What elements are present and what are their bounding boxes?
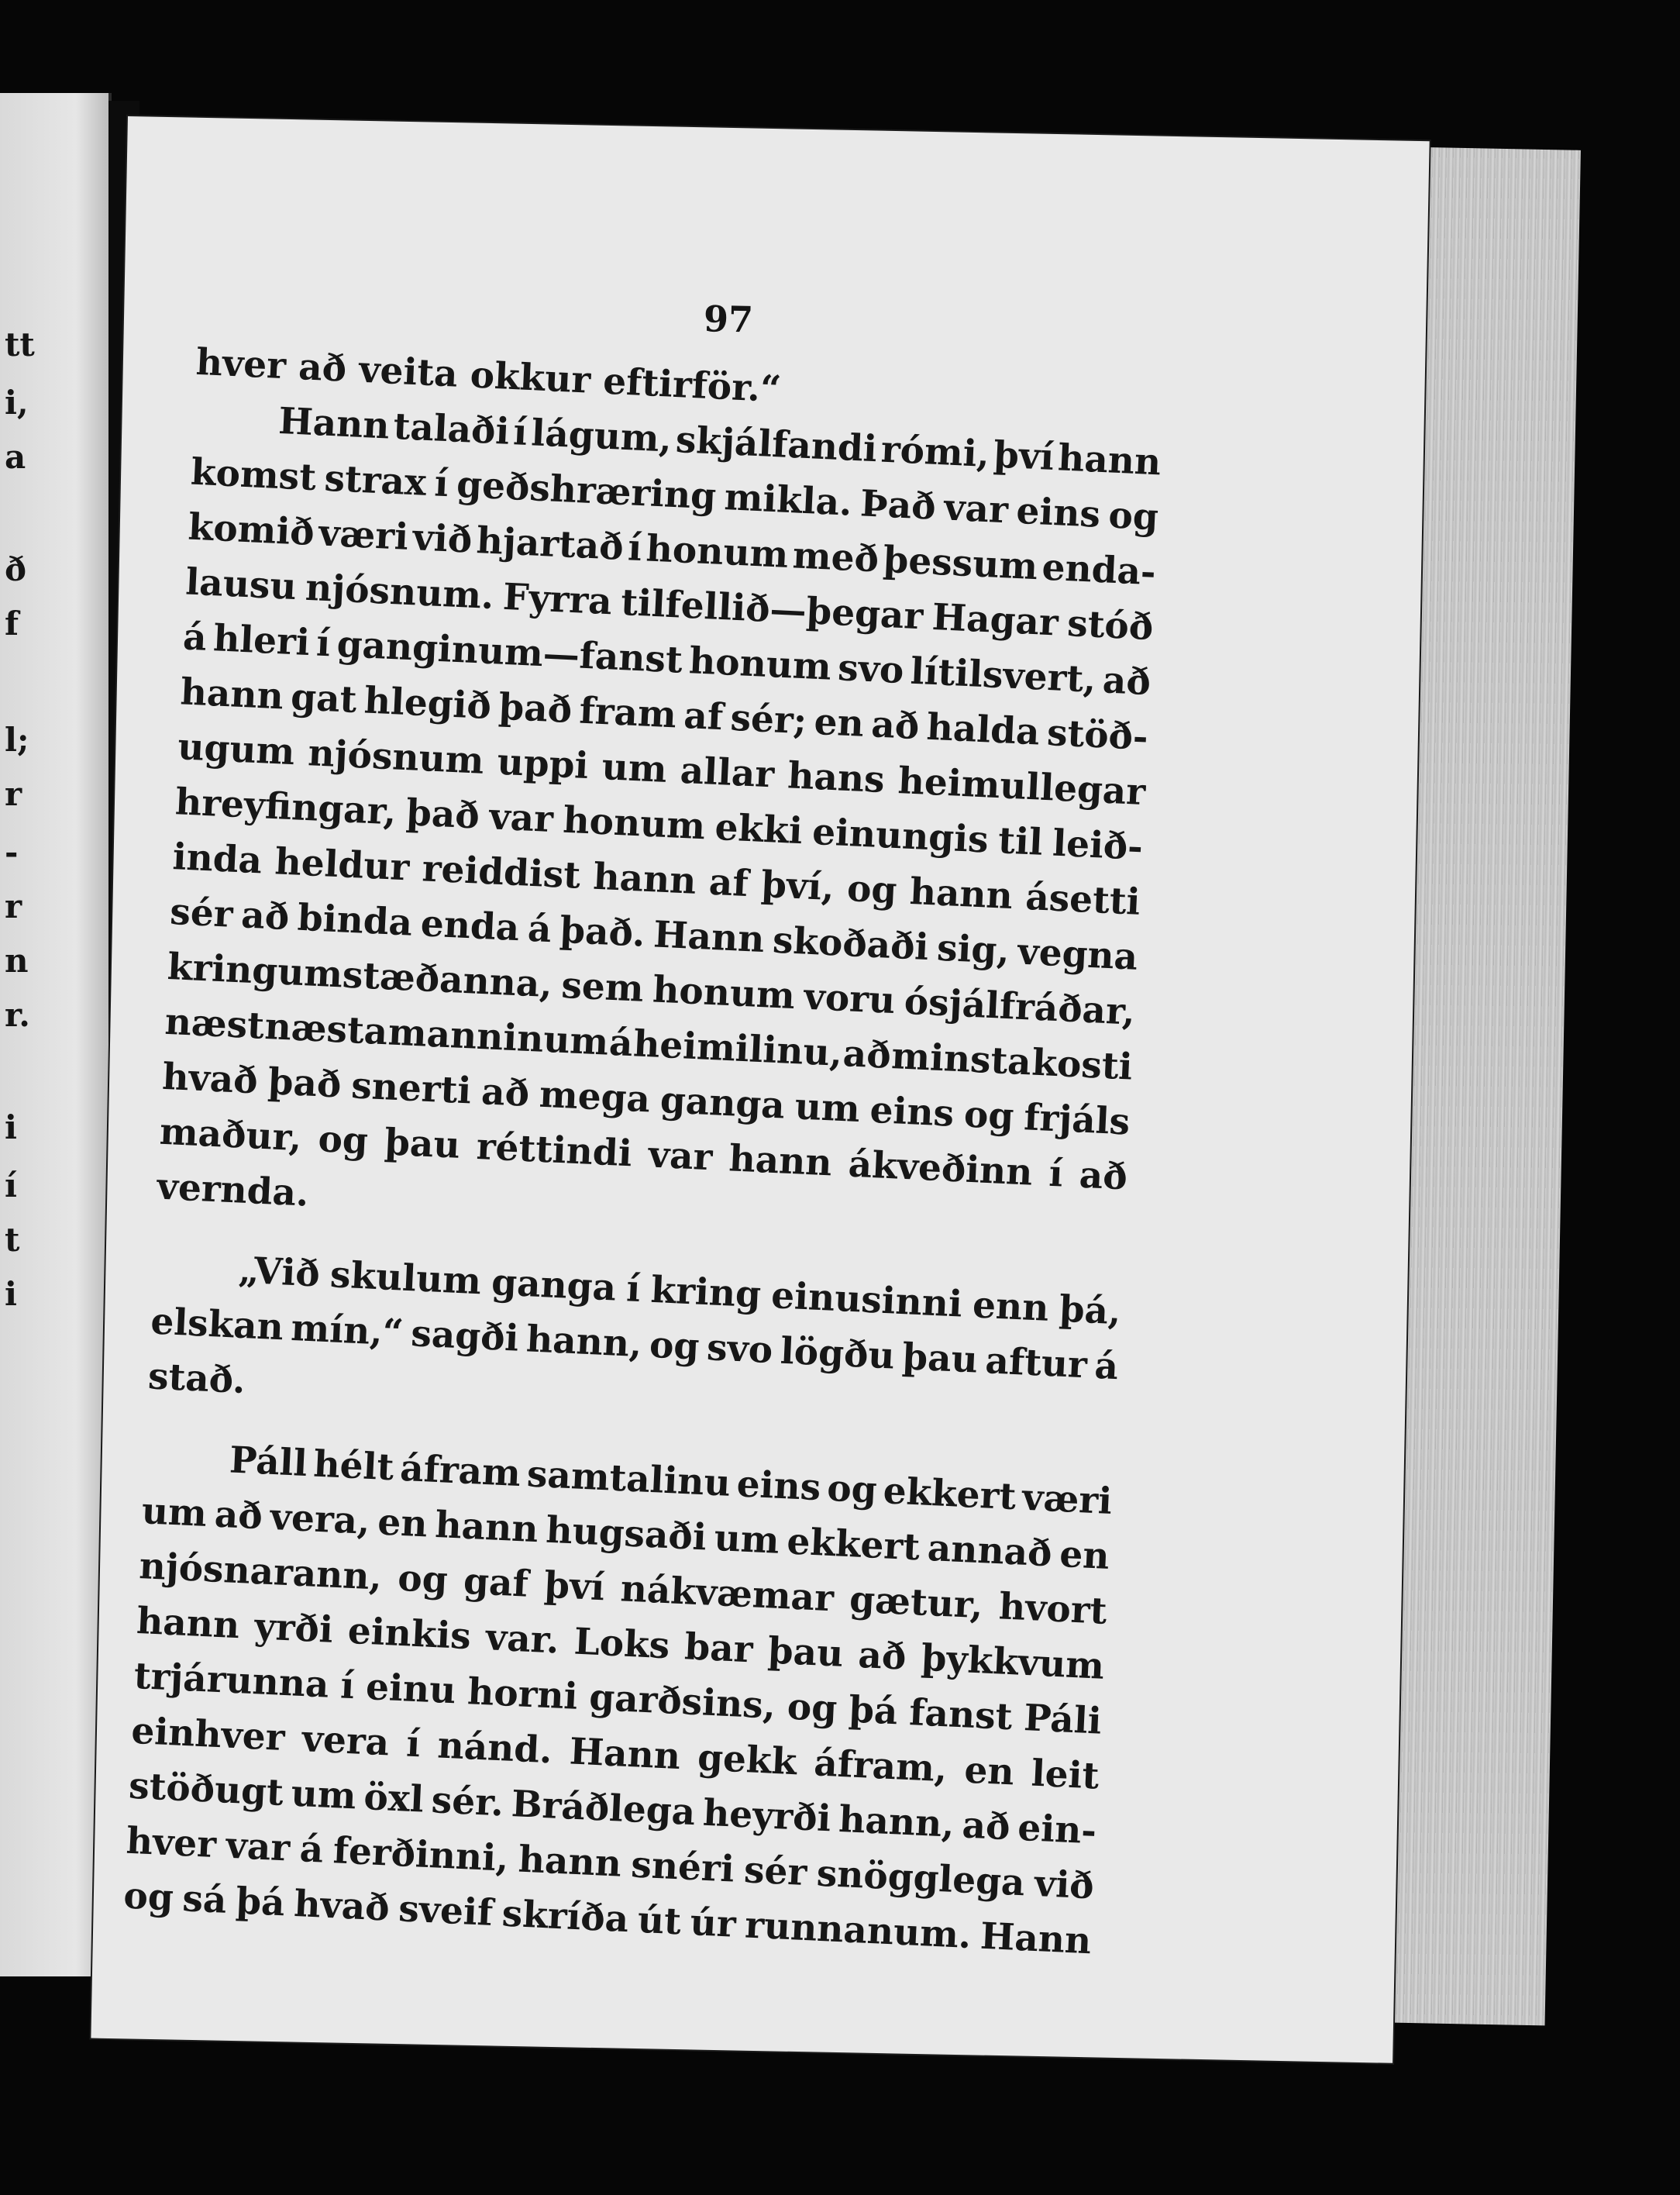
word: af <box>683 694 725 739</box>
word: einu <box>364 1665 457 1713</box>
word: minsta <box>890 1035 1032 1084</box>
word: á <box>1093 1344 1120 1389</box>
word: við <box>411 516 473 562</box>
word: inda <box>171 836 263 883</box>
word: einkis <box>346 1609 472 1659</box>
word: hvort <box>997 1585 1108 1633</box>
left-fragment: r <box>5 887 22 925</box>
word: og <box>317 1118 370 1163</box>
word: og <box>826 1466 878 1512</box>
left-fragment: n <box>5 942 29 980</box>
word: en <box>377 1501 429 1546</box>
word: talaði <box>392 405 511 453</box>
word: hann <box>434 1503 539 1552</box>
word: ekkert <box>786 1520 921 1570</box>
left-fragment: i, <box>5 384 29 422</box>
word: það <box>405 791 480 838</box>
word: með <box>791 534 880 581</box>
word: við <box>1033 1862 1095 1908</box>
word: það <box>497 685 573 732</box>
right-page <box>91 116 1429 2063</box>
word: lausu <box>184 560 298 609</box>
word: hélt <box>312 1442 395 1490</box>
word: voru <box>803 975 897 1023</box>
word: sér <box>169 890 234 936</box>
word: hreyfingar, <box>174 780 398 834</box>
word: og <box>397 1556 449 1602</box>
word: Páll <box>228 1439 308 1486</box>
word: úr <box>689 1901 737 1946</box>
word: hleri <box>212 617 311 665</box>
word: elskan <box>150 1300 285 1349</box>
word: þessum <box>882 538 1039 589</box>
word: að <box>1078 1153 1128 1199</box>
word: maður, <box>158 1110 303 1160</box>
word: gat <box>290 676 358 722</box>
word: rómi, <box>880 428 991 477</box>
left-fragment: - <box>5 833 19 871</box>
word: hvað <box>161 1055 259 1103</box>
word: var <box>225 1824 291 1870</box>
word: réttindi <box>475 1125 633 1176</box>
word: enda <box>419 902 521 950</box>
word: enda- <box>1041 546 1157 594</box>
word: þá <box>235 1880 286 1925</box>
word: vera <box>301 1718 391 1765</box>
word: var. <box>484 1616 560 1663</box>
word: hans <box>787 754 886 802</box>
word: Hagar <box>931 595 1059 645</box>
word: gaf <box>462 1559 529 1606</box>
word: Bráðlega <box>510 1783 697 1835</box>
word: bar <box>683 1625 754 1672</box>
word: einungis <box>811 810 990 862</box>
word: ásetti <box>1024 875 1141 924</box>
word: á <box>298 1828 325 1872</box>
word: hann, <box>838 1797 955 1846</box>
word: var <box>943 486 1010 532</box>
word: af <box>707 860 749 906</box>
word: horni <box>466 1670 579 1718</box>
word: því, <box>759 863 835 910</box>
word: þá <box>847 1688 899 1734</box>
word: í <box>625 1267 642 1311</box>
word: í <box>405 1722 422 1766</box>
word: ganga <box>491 1261 618 1310</box>
word: leit <box>1030 1752 1100 1798</box>
word: þau <box>383 1121 461 1167</box>
word: skríða <box>501 1892 630 1942</box>
word: í <box>433 462 449 506</box>
left-fragment: r. <box>5 996 30 1034</box>
word: lögðu <box>779 1329 896 1378</box>
word: honum <box>562 798 707 849</box>
left-fragment: tt <box>5 326 35 364</box>
left-fragment: ð <box>5 550 27 588</box>
word: og <box>962 1093 1015 1139</box>
word: lítilsvert, <box>909 650 1097 701</box>
word: að <box>857 1633 907 1679</box>
word: mikla. <box>723 476 853 525</box>
word: en <box>963 1749 1015 1794</box>
word: Páli <box>1023 1697 1103 1743</box>
word: og <box>786 1685 838 1731</box>
word: allar <box>679 749 776 797</box>
word: eins <box>869 1088 955 1135</box>
word: hvað <box>293 1882 391 1930</box>
word: ein- <box>1017 1806 1098 1853</box>
text-line: stað. <box>146 1355 246 1403</box>
word: stöð- <box>1045 712 1149 760</box>
word: njósnum. <box>304 566 495 619</box>
word: sér; <box>729 696 808 743</box>
word: strax <box>323 457 428 505</box>
word: njósnarann, <box>138 1545 384 1599</box>
left-fragment: i <box>5 1108 17 1146</box>
word: í <box>315 622 332 666</box>
word: var <box>488 795 555 842</box>
word: sér <box>742 1849 808 1895</box>
word: gætur, <box>849 1578 984 1628</box>
word: gekk <box>697 1736 798 1784</box>
left-page-text-fragments <box>0 93 108 1976</box>
word: til <box>997 819 1044 864</box>
word: og <box>122 1874 175 1920</box>
word: að <box>480 1070 531 1116</box>
word: ákveðinn <box>847 1142 1034 1194</box>
word: komst <box>189 450 318 500</box>
left-facing-page <box>0 93 112 1976</box>
word: ekkert <box>882 1470 1017 1519</box>
word: einhver <box>130 1709 286 1760</box>
word: fanst <box>908 1691 1014 1739</box>
word: í <box>339 1664 356 1708</box>
word: einusinni <box>770 1274 964 1326</box>
word: á <box>526 907 553 952</box>
word: sagði <box>410 1312 520 1360</box>
word: honum <box>687 639 832 689</box>
word: ferðinni, <box>332 1829 510 1880</box>
word: stöðugt <box>128 1764 285 1815</box>
word: en <box>1059 1532 1110 1578</box>
word: snéri <box>630 1843 735 1891</box>
word: væri <box>318 512 410 559</box>
word: hjartað <box>475 519 625 569</box>
word: manninum <box>387 1011 610 1064</box>
left-fragment: r <box>5 775 22 813</box>
word: næst <box>164 1000 266 1048</box>
word: hann <box>517 1838 623 1886</box>
word: að <box>842 1032 892 1077</box>
word: að <box>240 894 291 939</box>
word: ekki <box>714 805 804 853</box>
word: um <box>140 1490 208 1536</box>
word: sá <box>181 1877 228 1922</box>
word: hann <box>136 1599 241 1648</box>
word: Fyrra <box>501 575 613 624</box>
word: heldur <box>274 840 411 890</box>
word: fram <box>578 689 678 737</box>
word: vera, <box>269 1495 371 1543</box>
word: hann, <box>525 1318 643 1366</box>
word: skulum <box>329 1253 483 1304</box>
word: Það <box>859 482 937 529</box>
word: hann <box>728 1137 833 1185</box>
word: yrði <box>253 1605 334 1652</box>
word: í <box>512 411 528 454</box>
word: leið- <box>1052 822 1144 869</box>
word: heimilinu, <box>632 1022 844 1075</box>
word: svo <box>837 646 905 693</box>
word: nánd. <box>436 1724 553 1773</box>
word: hlegið <box>363 679 493 729</box>
word: Hann <box>979 1914 1093 1963</box>
word: binda <box>296 896 414 945</box>
word: tilfellið—þegar <box>620 581 924 639</box>
left-fragment: t <box>5 1221 20 1259</box>
body-text <box>122 335 1165 1969</box>
word: ósjálfráðar, <box>903 980 1137 1034</box>
word: trjárunna <box>133 1654 330 1707</box>
word: hugsaði <box>545 1508 707 1559</box>
word: áfram, <box>813 1742 948 1791</box>
word: Hann <box>652 913 766 962</box>
word: hann <box>592 855 697 903</box>
text-line: hver að veita okkur eftirför.“ <box>195 340 783 412</box>
word: aftur <box>984 1339 1089 1387</box>
word: annað <box>926 1526 1053 1576</box>
word: sem <box>560 963 645 1011</box>
word: um <box>290 1772 357 1818</box>
word: uppi <box>496 740 590 788</box>
word: hann <box>179 670 284 718</box>
text-line: vernda. <box>156 1165 310 1215</box>
word: kring <box>649 1268 763 1317</box>
word: því <box>992 433 1055 479</box>
word: lágum, <box>530 412 673 461</box>
word: stóð <box>1066 602 1155 650</box>
word: áfram <box>399 1446 522 1496</box>
word: það <box>267 1060 343 1107</box>
word: skjálfandi <box>674 419 878 471</box>
word: geðshræring <box>456 463 718 519</box>
word: njósnum <box>307 732 485 783</box>
word: sveif <box>398 1887 494 1935</box>
word: eins <box>735 1463 822 1510</box>
word: kringumstæðanna, <box>166 945 553 1007</box>
word: sér. <box>430 1779 505 1825</box>
word: runnanum. <box>744 1904 973 1958</box>
word: mín,“ <box>290 1306 405 1355</box>
word: Hann <box>568 1730 682 1779</box>
word: skoðaði <box>771 918 930 970</box>
word: og <box>845 867 898 913</box>
word: en <box>813 700 866 746</box>
left-fragment: l; <box>5 721 29 759</box>
word: vegna <box>1017 930 1139 979</box>
word: hver <box>125 1819 218 1867</box>
word: í <box>1048 1152 1064 1196</box>
word: reiddist <box>421 847 582 898</box>
word: var <box>647 1133 714 1180</box>
word: ugum <box>177 725 296 774</box>
page-number: 97 <box>703 298 754 341</box>
word: svo <box>705 1326 774 1373</box>
word: um <box>601 746 668 791</box>
word: snögglega <box>815 1852 1026 1905</box>
word: þau <box>766 1629 845 1676</box>
word: ganginum—fanst <box>336 622 683 682</box>
word: ganga <box>659 1079 786 1128</box>
left-fragment: i <box>5 1275 17 1313</box>
word: þau <box>901 1335 979 1382</box>
word: honum <box>652 968 797 1018</box>
left-fragment: f <box>5 605 19 643</box>
word: hann <box>1056 436 1162 484</box>
word: mega <box>538 1073 652 1122</box>
word: snerti <box>350 1064 473 1113</box>
word: nákvæmar <box>619 1567 835 1621</box>
left-fragment: a <box>5 438 26 476</box>
word: komið <box>187 505 315 555</box>
word: þá, <box>1058 1287 1122 1334</box>
word: hann <box>908 870 1014 918</box>
word: að <box>870 703 921 749</box>
word: um <box>794 1085 861 1132</box>
word: honum <box>645 527 790 577</box>
word: þykkvum <box>920 1636 1106 1688</box>
word: frjáls <box>1023 1096 1131 1144</box>
word: heyrði <box>701 1791 832 1841</box>
word: og <box>648 1323 701 1369</box>
word: á <box>608 1021 634 1066</box>
word: og <box>1107 494 1160 539</box>
word: Hann <box>277 399 391 448</box>
word: heimullegar <box>897 760 1147 815</box>
word: að <box>1101 659 1152 705</box>
word: að <box>213 1493 263 1539</box>
word: um <box>713 1516 780 1563</box>
word: öxl <box>363 1776 425 1821</box>
word: kosti <box>1031 1041 1134 1089</box>
word: garðsins, <box>588 1676 777 1728</box>
word: væri <box>1021 1476 1114 1524</box>
word: næsta <box>263 1004 389 1054</box>
word: út <box>636 1898 683 1944</box>
word: halda <box>925 705 1041 754</box>
word: „Við <box>237 1249 321 1296</box>
word: að <box>961 1804 1011 1849</box>
word: í <box>627 526 643 570</box>
word: á <box>181 615 208 660</box>
left-fragment: í <box>5 1166 17 1204</box>
word: sig, <box>935 926 1010 973</box>
word: því <box>542 1563 606 1610</box>
word: það. <box>559 908 646 956</box>
word: enn <box>971 1284 1050 1330</box>
word: Loks <box>573 1620 671 1668</box>
word: eins <box>1015 489 1102 536</box>
word: samtalinu <box>525 1452 732 1505</box>
